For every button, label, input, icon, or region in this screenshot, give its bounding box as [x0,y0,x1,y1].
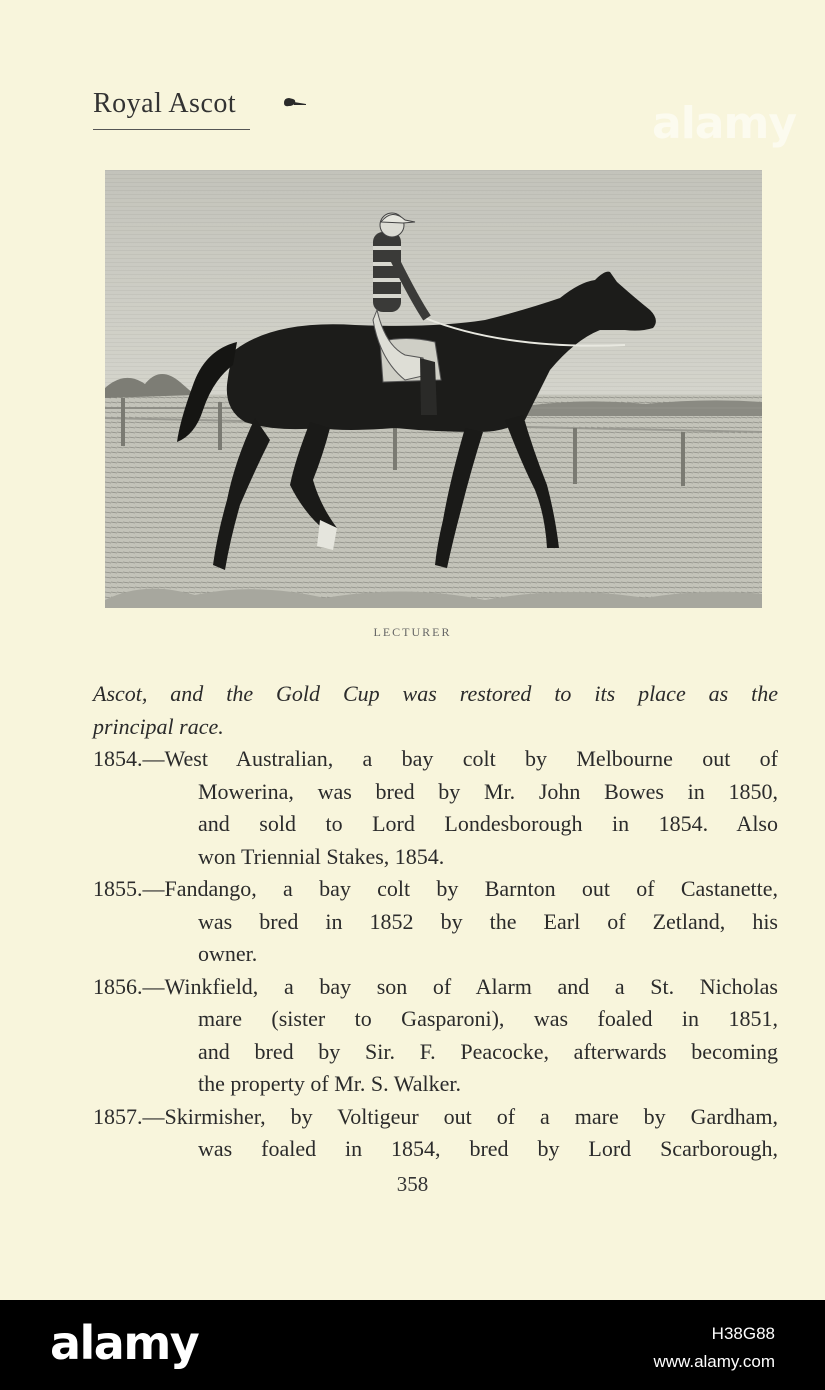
body-text [93,678,778,1166]
text-line: won Triennial Stakes, 1854. [198,843,445,869]
entry-1856: 1856.—Winkfield, a bay son of Alarm and a St. Nicholas [93,973,778,999]
text-line: Mowerina, was bred by Mr. John Bowes in 1850, [198,778,778,804]
running-head-rule [93,129,250,130]
watermark-logo-overlay: alamy [652,98,796,149]
text-line: Ascot, and the Gold Cup was restored to its place as the [93,681,778,706]
image-id: H38G88 [711,1324,775,1343]
entry-1857: 1857.—Skirmisher, by Voltigeur out of a mare by Gardham, [93,1103,778,1129]
text-line: and bred by Sir. F. Peacocke, afterwards becoming [198,1038,778,1064]
plate-caption: LECTURER [373,625,452,639]
alamy-logo: alamy [50,1316,199,1370]
text-line: principal race. [93,713,224,739]
text-line: the property of Mr. S. Walker. [198,1071,462,1096]
text-line: mare (sister to Gasparoni), was foaled in 1851, [198,1006,778,1031]
running-head: Royal Ascot [93,88,237,119]
pointing-hand-icon [280,95,308,111]
text-line: was foaled in 1854, bred by Lord Scarborough, [198,1136,778,1161]
site-url: www.alamy.com [653,1352,775,1371]
horse-engraving [105,170,762,608]
entry-1854: 1854.—West Australian, a bay colt by Melbourne out of [93,746,778,771]
text-line: was bred in 1852 by the Earl of Zetland, his [198,908,778,934]
entry-1855: 1855.—Fandango, a bay colt by Barnton out of Castanette, [93,876,778,901]
watermark-footer [0,1300,825,1390]
text-line: and sold to Lord Londesborough in 1854. Also [198,811,778,836]
image-credit [653,1320,775,1376]
text-line: owner. [198,941,258,966]
page-number: 358 [396,1172,429,1196]
